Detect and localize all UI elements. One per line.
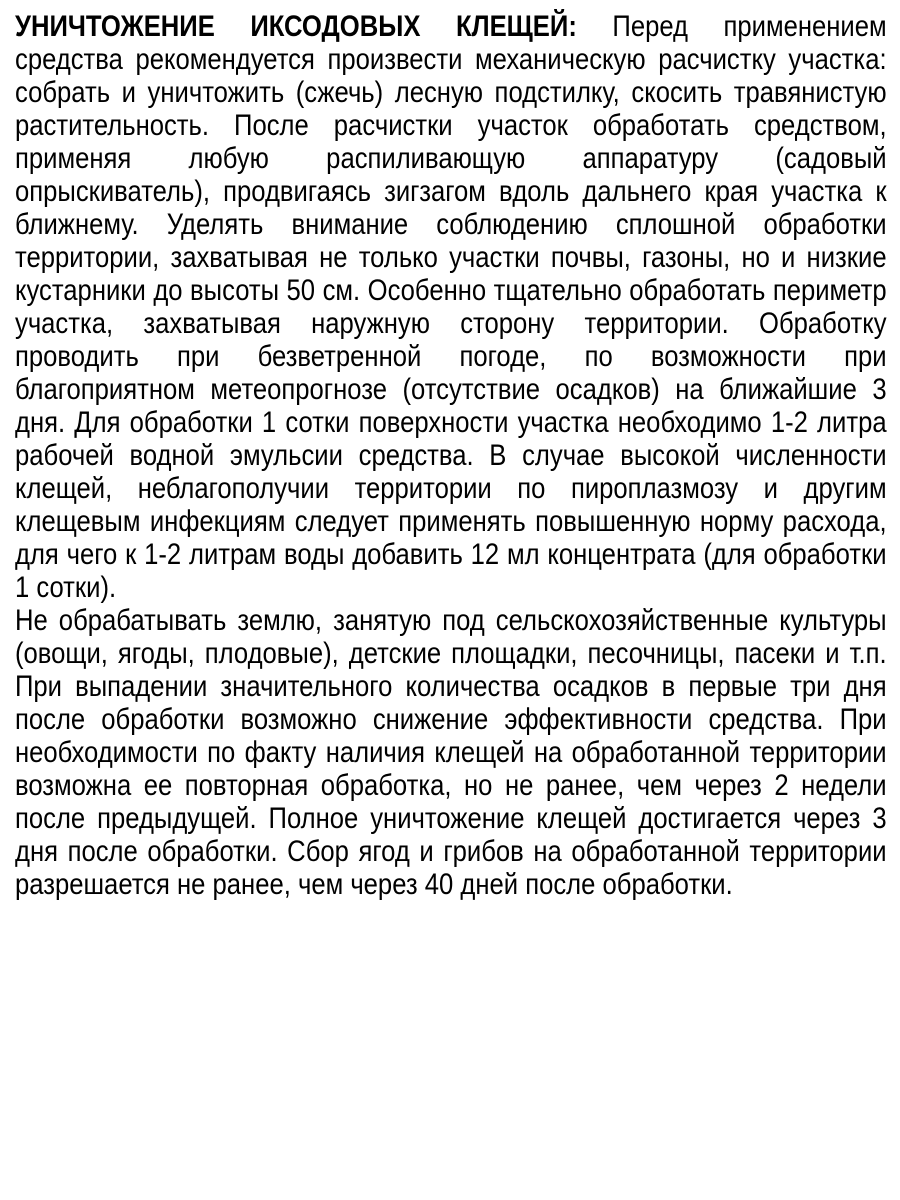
section-heading: УНИЧТОЖЕНИЕ ИКСОДОВЫХ КЛЕЩЕЙ:: [15, 10, 577, 43]
paragraph-application-text: Перед применением средства рекомендуется произвести механическую расчистку участка: собрать и уничтожить (сжечь) лесную подстилку, скосить травянистую растительность. После расчистки участок обработать средством, применяя любую распиливающую аппаратуру (садовый опрыскиватель), продвигаясь зигзагом вдоль дальнего края участка к ближнему. Уделять внимание соблюдению сплошной обработки территории, захватывая не только участки почвы, газоны, но и низкие кустарники до высоты 50 см. Особенно тщательно обработать периметр участка, захватывая наружную сторону территории. Обработку проводить при безветренной погоде, по возможности при благоприятном метеопрогнозе (отсутствие осадков) на ближайшие 3 дня. Для обработки 1 сотки поверхности участка необходимо 1-2 литра рабочей водной эмульсии средства. В случае высокой численности клещей, неблагополучии территории по пироплазмозу и другим клещевым инфекциям следует применять повышенную норму расхода, для чего к 1-2 литрам воды добавить 12 мл концентрата (для обработки 1 сотки).: [15, 10, 887, 604]
text-block: [15, 10, 887, 901]
paragraph-restrictions: Не обрабатывать землю, занятую под сельскохозяйственные культуры (овощи, ягоды, плодовые), детские площадки, песочницы, пасеки и т.п. При выпадении значительного количества осадков в первые три дня после обработки возможно снижение эффективности средства. При необходимости по факту наличия клещей на обработанной территории возможна ее повторная обработка, но не ранее, чем через 2 недели после предыдущей. Полное уничтожение клещей достигается через 3 дня после обработки. Сбор ягод и грибов на обработанной территории разрешается не ранее, чем через 40 дней после обработки.: [15, 604, 887, 901]
paragraph-application-instructions: [15, 10, 887, 604]
